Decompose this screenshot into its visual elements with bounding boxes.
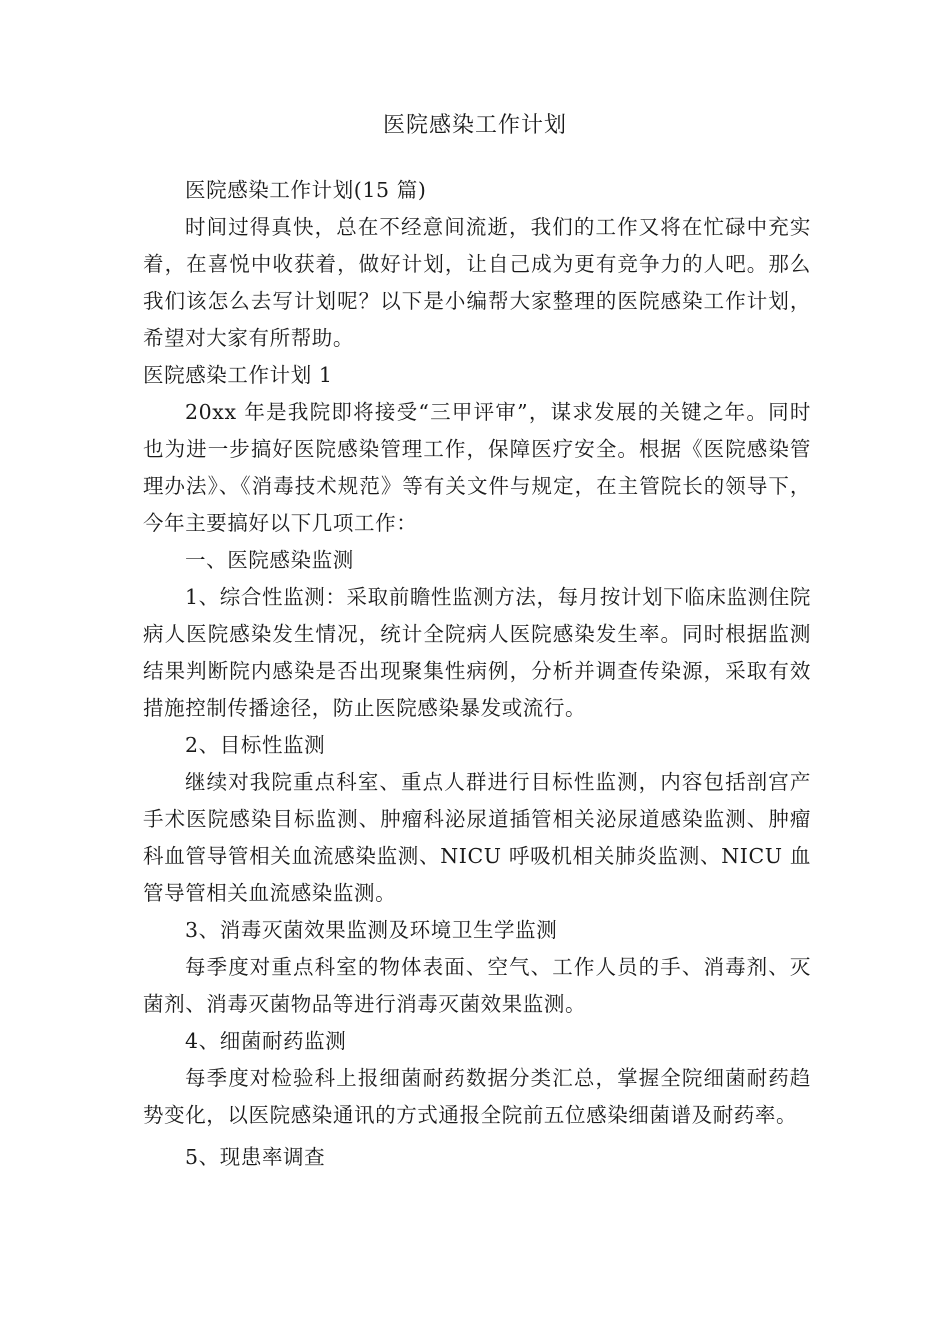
heading-infection-monitoring: 一、医院感染监测: [185, 548, 354, 572]
subtitle-paragraph: 医院感染工作计划(15 篇): [185, 178, 427, 202]
heading-disinfection-monitoring: 3、消毒灭菌效果监测及环境卫生学监测: [185, 918, 558, 942]
heading-targeted-monitoring: 2、目标性监测: [185, 733, 326, 757]
heading-prevalence-survey: 5、现患率调查: [185, 1145, 326, 1169]
section-heading-plan-1: 医院感染工作计划 1: [143, 363, 333, 387]
plan-1-intro-paragraph: 20xx 年是我院即将接受“三甲评审”，谋求发展的关键之年。同时也为进一步搞好医院感染管理工作，保障医疗安全。根据《医院感染管理办法》、《消毒技术规范》等有关文件与规定，在主管院长的领导下，今年主要搞好以下几项工作：: [143, 400, 811, 535]
comprehensive-monitoring-paragraph: 1、综合性监测：采取前瞻性监测方法，每月按计划下临床监测住院病人医院感染发生情况，统计全院病人医院感染发生率。同时根据监测结果判断院内感染是否出现聚集性病例，分析并调查传染源，采取有效措施控制传播途径，防止医院感染暴发或流行。: [143, 585, 811, 720]
document-body: [143, 172, 811, 1176]
intro-paragraph: 时间过得真快，总在不经意间流逝，我们的工作又将在忙碌中充实着，在喜悦中收获着，做好计划，让自己成为更有竞争力的人吧。那么我们该怎么去写计划呢？以下是小编帮大家整理的医院感染工作计划，希望对大家有所帮助。: [143, 215, 811, 350]
disinfection-monitoring-paragraph: 每季度对重点科室的物体表面、空气、工作人员的手、消毒剂、灭菌剂、消毒灭菌物品等进行消毒灭菌效果监测。: [143, 955, 811, 1016]
heading-resistance-monitoring: 4、细菌耐药监测: [185, 1029, 347, 1053]
resistance-monitoring-paragraph: 每季度对检验科上报细菌耐药数据分类汇总，掌握全院细菌耐药趋势变化，以医院感染通讯的方式通报全院前五位感染细菌谱及耐药率。: [143, 1066, 811, 1127]
targeted-monitoring-paragraph: 继续对我院重点科室、重点人群进行目标性监测，内容包括剖宫产手术医院感染目标监测、肿瘤科泌尿道插管相关泌尿道感染监测、肿瘤科血管导管相关血流感染监测、NICU 呼吸机相关肺炎监测、NICU 血管导管相关血流感染监测。: [143, 770, 811, 905]
document-title: 医院感染工作计划: [382, 113, 567, 138]
